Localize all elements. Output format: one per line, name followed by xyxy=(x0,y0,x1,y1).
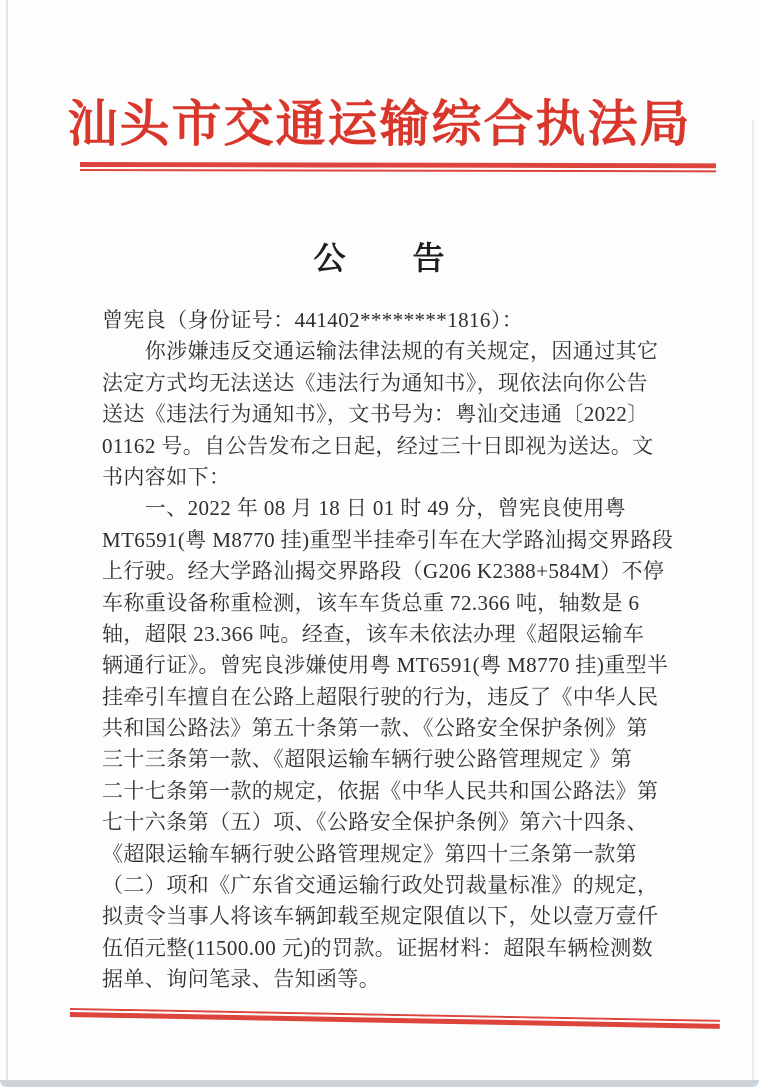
body-text-line: 三十三条第一款、《超限运输车辆行驶公路管理规定 》第 xyxy=(102,747,633,772)
body-text-line: 上行驶。经大学路汕揭交界路段（G206 K2388+584M）不停 xyxy=(102,559,665,584)
letterhead-double-rule xyxy=(80,162,716,172)
scan-edge-left xyxy=(6,0,8,1083)
body-text-line: 挂牵引车擅自在公路上超限行驶的行为，违反了《中华人民 xyxy=(102,684,659,709)
body-text-line: 《超限运输车辆行驶公路管理规定》第四十三条第一款第 xyxy=(102,841,637,866)
body-text-line: （二）项和《广东省交通运输行政处罚裁量标准》的规定， xyxy=(102,873,659,898)
body-text xyxy=(102,336,674,995)
body-text-line: MT6591(粤 M8770 挂)重型半挂牵引车在大学路汕揭交界路段 xyxy=(102,527,674,552)
body-text-line: 一、2022 年 08 月 18 日 01 时 49 分，曾宪良使用粤 xyxy=(102,496,627,521)
body-text-line: 伍佰元整(11500.00 元)的罚款。证据材料：超限车辆检测数 xyxy=(102,935,654,960)
document-title: 公 告 xyxy=(313,240,446,276)
body-text-line: 你涉嫌违反交通运输法律法规的有关规定，因通过其它 xyxy=(102,339,659,364)
body-text-line: 据单、询问笔录、告知函等。 xyxy=(102,967,381,992)
rule-thin-bar xyxy=(80,169,716,172)
scan-edge-bottom xyxy=(0,1080,759,1087)
body-text-line: 车称重设备称重检测，该车车货总重 72.366 吨，轴数是 6 xyxy=(102,590,640,615)
body-text-line: 送达《违法行为通知书》，文书号为：粤汕交违通〔2022〕 xyxy=(102,402,649,427)
body-text-line: 01162 号。自公告发布之日起，经过三十日即视为送达。文 xyxy=(102,433,654,458)
body-text-line: 辆通行证》。曾宪良涉嫌使用粤 MT6591(粤 M8770 挂)重型半 xyxy=(102,653,669,678)
document-body xyxy=(102,305,674,996)
body-text-line: 共和国公路法》第五十条第一款、《公路安全保护条例》第 xyxy=(102,716,648,741)
body-text-line: 七十六条第（五）项、《公路安全保护条例》第六十四条、 xyxy=(102,810,648,835)
recipient-line: 曾宪良（身份证号：441402********1816）： xyxy=(102,308,524,332)
body-text-line: 书内容如下： xyxy=(102,464,231,489)
body-text-line: 拟责令当事人将该车辆卸载至规定限值以下，处以壹万壹仟 xyxy=(102,904,659,929)
agency-letterhead-title: 汕头市交通运输综合执法局 xyxy=(67,96,692,152)
body-text-line: 二十七条第一款的规定，依据《中华人民共和国公路法》第 xyxy=(102,778,659,803)
body-text-line: 法定方式均无法送达《违法行为通知书》，现依法向你公告 xyxy=(102,370,648,395)
footer-double-rule xyxy=(70,1008,720,1029)
body-text-line: 轴，超限 23.366 吨。经查，该车未依法办理《超限运输车 xyxy=(102,621,645,646)
